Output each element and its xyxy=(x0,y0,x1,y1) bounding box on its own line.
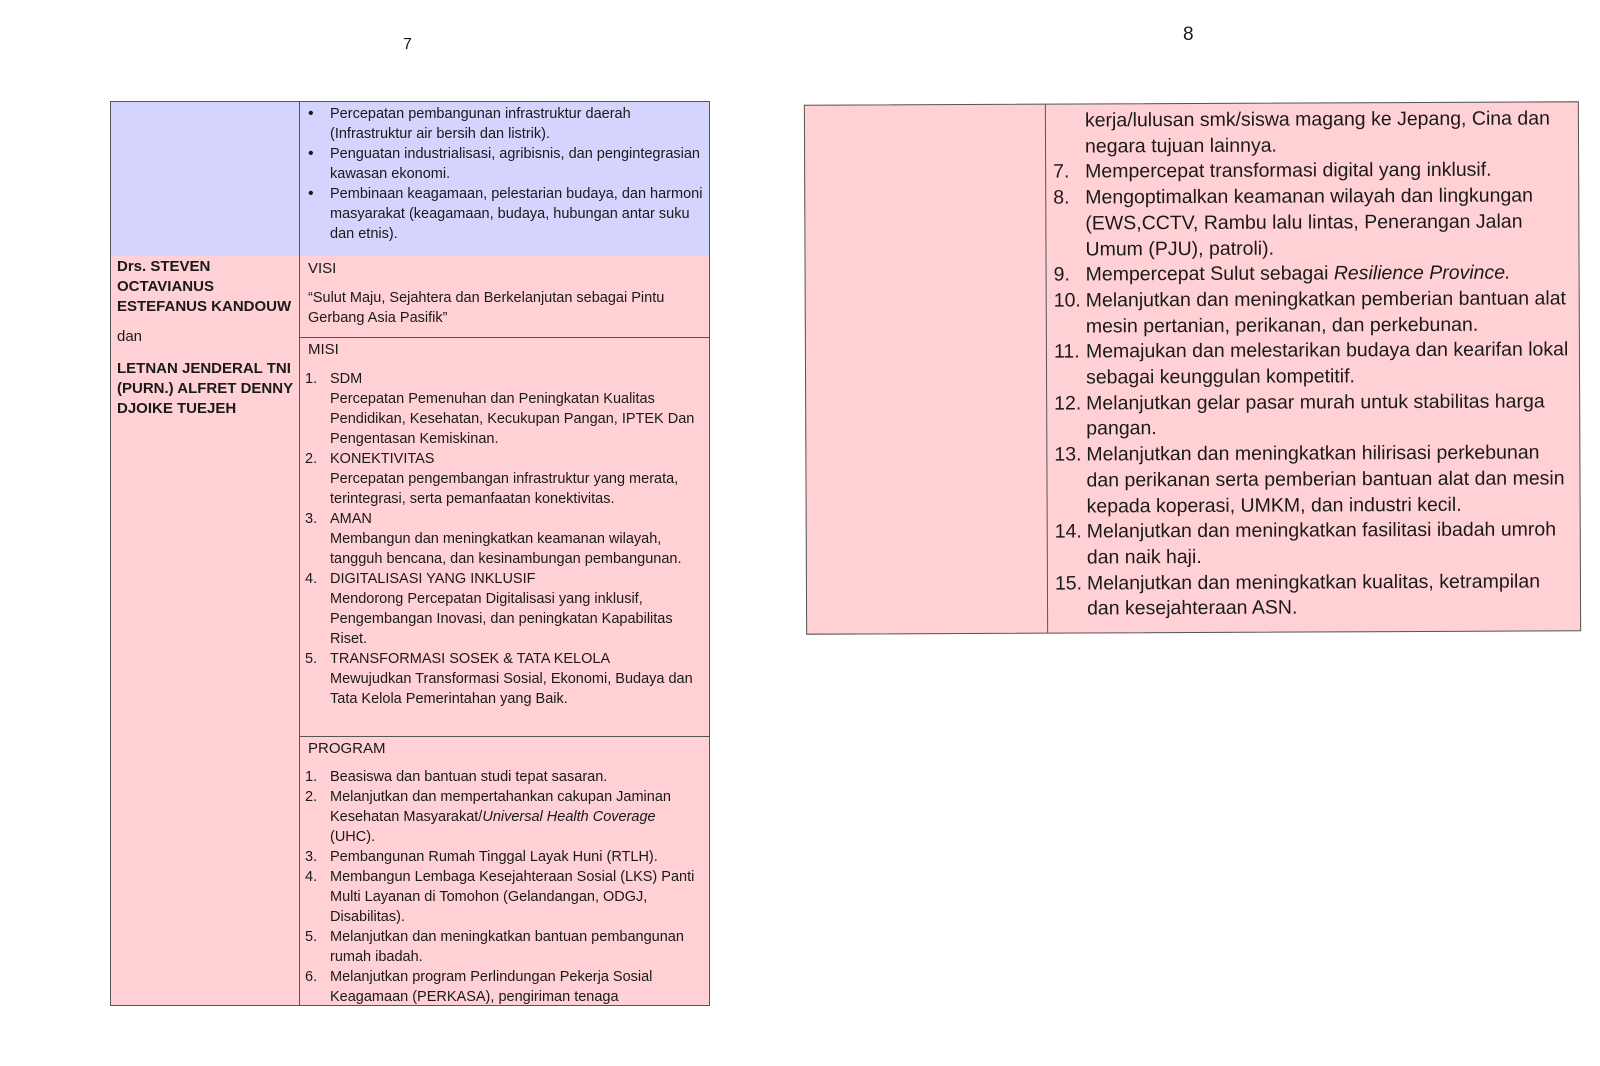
item-number: 3. xyxy=(305,511,318,527)
item-number: 11. xyxy=(1053,340,1080,363)
misi-title: AMAN xyxy=(330,511,372,527)
program-text: Melanjutkan dan meningkatkan kualitas, ketrampilan dan kesejahteraan ASN. xyxy=(1086,570,1541,620)
program-text: Melanjutkan dan meningkatkan hilirisasi perkebunan dan perikanan serta pemberian bantuan alat dan mesin kepada koperasi, UMKM, dan industri kecil. xyxy=(1086,441,1565,518)
list-item: • Penguatan industrialisasi, agribisnis, dan pengintegrasian kawasan ekonomi. xyxy=(300,144,709,184)
visi-cell xyxy=(300,257,709,338)
item-number: 2. xyxy=(305,789,318,805)
page-number-right: 8 xyxy=(1183,24,1194,45)
program-text: Melanjutkan dan meningkatkan fasilitasi ibadah umroh dan naik haji. xyxy=(1086,518,1557,569)
item-number: 13. xyxy=(1054,443,1082,466)
item-number: 14. xyxy=(1054,520,1082,543)
program-text: Membangun Lembaga Kesejahteraan Sosial (LKS) Panti Multi Layanan di Tomohon (Gelandangan, ODGJ, Disabilitas). xyxy=(330,869,695,925)
candidate-name-2: LETNAN JENDERAL TNI (PURN.) ALFRET DENNY DJOIKE TUEJEH xyxy=(117,360,293,417)
program-cont-list xyxy=(1053,106,1570,622)
misi-title: DIGITALISASI YANG INKLUSIF xyxy=(330,571,536,587)
list-item xyxy=(300,569,700,649)
misi-list xyxy=(300,369,700,709)
misi-cell xyxy=(300,338,709,737)
top-bullet-cell xyxy=(300,102,709,256)
misi-title: SDM xyxy=(330,371,363,387)
program-text: kerja/lulusan smk/siswa magang ke Jepang, Cina dan negara tujuan lainnya. xyxy=(1084,107,1550,158)
list-item xyxy=(300,449,700,509)
item-number: 10. xyxy=(1053,289,1081,312)
program-list xyxy=(300,767,700,1007)
top-bullet-list xyxy=(300,104,709,244)
list-item xyxy=(300,847,700,867)
program-text: Mempercepat Sulut sebagai xyxy=(1085,262,1334,286)
program-text-italic: Universal Health Coverage xyxy=(482,809,656,825)
program-text: Melanjutkan dan meningkatkan pemberian bantuan alat mesin pertanian, perikanan, dan perkebunan. xyxy=(1085,287,1566,338)
page-number-left: 7 xyxy=(403,36,412,53)
misi-desc: Mewujudkan Transformasi Sosial, Ekonomi, Budaya dan Tata Kelola Pemerintahan yang Baik. xyxy=(330,671,693,707)
misi-desc: Membangun dan meningkatkan keamanan wilayah, tangguh bencana, dan kesinambungan pembangunan. xyxy=(330,531,682,567)
candidate-names xyxy=(117,257,297,419)
program-text: Pembangunan Rumah Tinggal Layak Huni (RTLH). xyxy=(330,849,658,865)
list-item xyxy=(300,927,700,967)
item-number: 8. xyxy=(1053,186,1070,209)
list-item xyxy=(300,509,700,569)
list-item xyxy=(1055,518,1570,572)
list-item xyxy=(1054,338,1569,392)
program-text: Melanjutkan dan meningkatkan bantuan pembangunan rumah ibadah. xyxy=(330,929,684,965)
item-number: 4. xyxy=(305,571,318,587)
program-text: Beasiswa dan bantuan studi tepat sasaran. xyxy=(330,769,608,785)
list-item xyxy=(300,867,700,927)
program-header: PROGRAM xyxy=(308,740,386,757)
program-text: Melanjutkan gelar pasar murah untuk stabilitas harga pangan. xyxy=(1086,390,1545,440)
item-number: 7. xyxy=(1053,160,1070,184)
visi-text: “Sulut Maju, Sejahtera dan Berkelanjutan sebagai Pintu Gerbang Asia Pasifik” xyxy=(308,290,665,326)
item-number: 1. xyxy=(305,371,318,387)
list-item xyxy=(300,787,700,847)
program-text: Mengoptimalkan keamanan wilayah dan lingkungan (EWS,CCTV, Rambu lalu lintas, Penerangan Jalan Umum (PJU), patroli). xyxy=(1085,184,1534,260)
item-number: 12. xyxy=(1054,392,1082,415)
misi-desc: Percepatan pengembangan infrastruktur yang merata, terintegrasi, serta pemanfaatan konektivitas. xyxy=(330,471,679,507)
program-continuation-table xyxy=(804,101,1581,634)
misi-desc: Percepatan Pemenuhan dan Peningkatan Kualitas Pendidikan, Kesehatan, Kecukupan Pangan, IPTEK Dan Pengentasan Kemiskinan. xyxy=(330,391,695,447)
list-item xyxy=(1053,183,1568,262)
candidate-name-1: Drs. STEVEN OCTAVIANUS ESTEFANUS KANDOUW xyxy=(117,258,292,315)
list-item: • Pembinaan keagamaan, pelestarian budaya, dan harmoni masyarakat (keagamaan, budaya, hubungan antar suku dan etnis). xyxy=(300,184,709,244)
table-column-divider xyxy=(111,102,300,1005)
candidate-conjunction: dan xyxy=(117,328,143,345)
item-number: 1. xyxy=(305,769,318,785)
candidate-table xyxy=(110,101,710,1006)
list-item xyxy=(1054,440,1569,519)
list-item xyxy=(1054,261,1569,289)
list-item xyxy=(1053,106,1568,160)
list-item xyxy=(300,767,700,787)
list-item xyxy=(1054,286,1569,340)
list-item: • Percepatan pembangunan infrastruktur daerah (Infrastruktur air bersih dan listrik). xyxy=(300,104,709,144)
item-number: 3. xyxy=(305,849,318,865)
table-column-divider xyxy=(1045,105,1048,633)
item-number: 15. xyxy=(1054,572,1083,595)
item-number: 6. xyxy=(305,969,318,985)
program-cell xyxy=(300,737,709,1005)
list-item xyxy=(1053,158,1568,186)
misi-header: MISI xyxy=(308,341,339,358)
list-item xyxy=(1054,389,1569,443)
list-item xyxy=(300,967,700,1007)
program-text: Memajukan dan melestarikan budaya dan kearifan lokal sebagai keunggulan kompetitif. xyxy=(1085,338,1569,389)
program-text: (UHC). xyxy=(330,829,376,845)
item-number: 2. xyxy=(305,451,318,467)
list-item xyxy=(300,369,700,449)
program-text: Melanjutkan dan mempertahankan cakupan Jaminan Kesehatan Masyarakat/ xyxy=(330,789,671,825)
misi-title: TRANSFORMASI SOSEK & TATA KELOLA xyxy=(330,651,611,667)
item-number: 5. xyxy=(305,929,318,945)
item-number: 9. xyxy=(1053,263,1070,286)
list-item xyxy=(1055,569,1570,623)
item-number: 5. xyxy=(305,651,318,667)
program-text-italic: Resilience Province. xyxy=(1333,261,1511,285)
list-item xyxy=(300,649,700,709)
misi-desc: Mendorong Percepatan Digitalisasi yang inklusif, Pengembangan Inovasi, dan peningkatan Kapabilitas Riset. xyxy=(330,591,673,647)
misi-title: KONEKTIVITAS xyxy=(330,451,435,467)
visi-header: VISI xyxy=(308,260,337,277)
program-text: Melanjutkan program Perlindungan Pekerja Sosial Keagamaan (PERKASA), pengiriman tenaga xyxy=(330,969,653,1005)
item-number: 4. xyxy=(305,869,318,885)
program-text: Mempercepat transformasi digital yang inklusif. xyxy=(1085,159,1492,183)
